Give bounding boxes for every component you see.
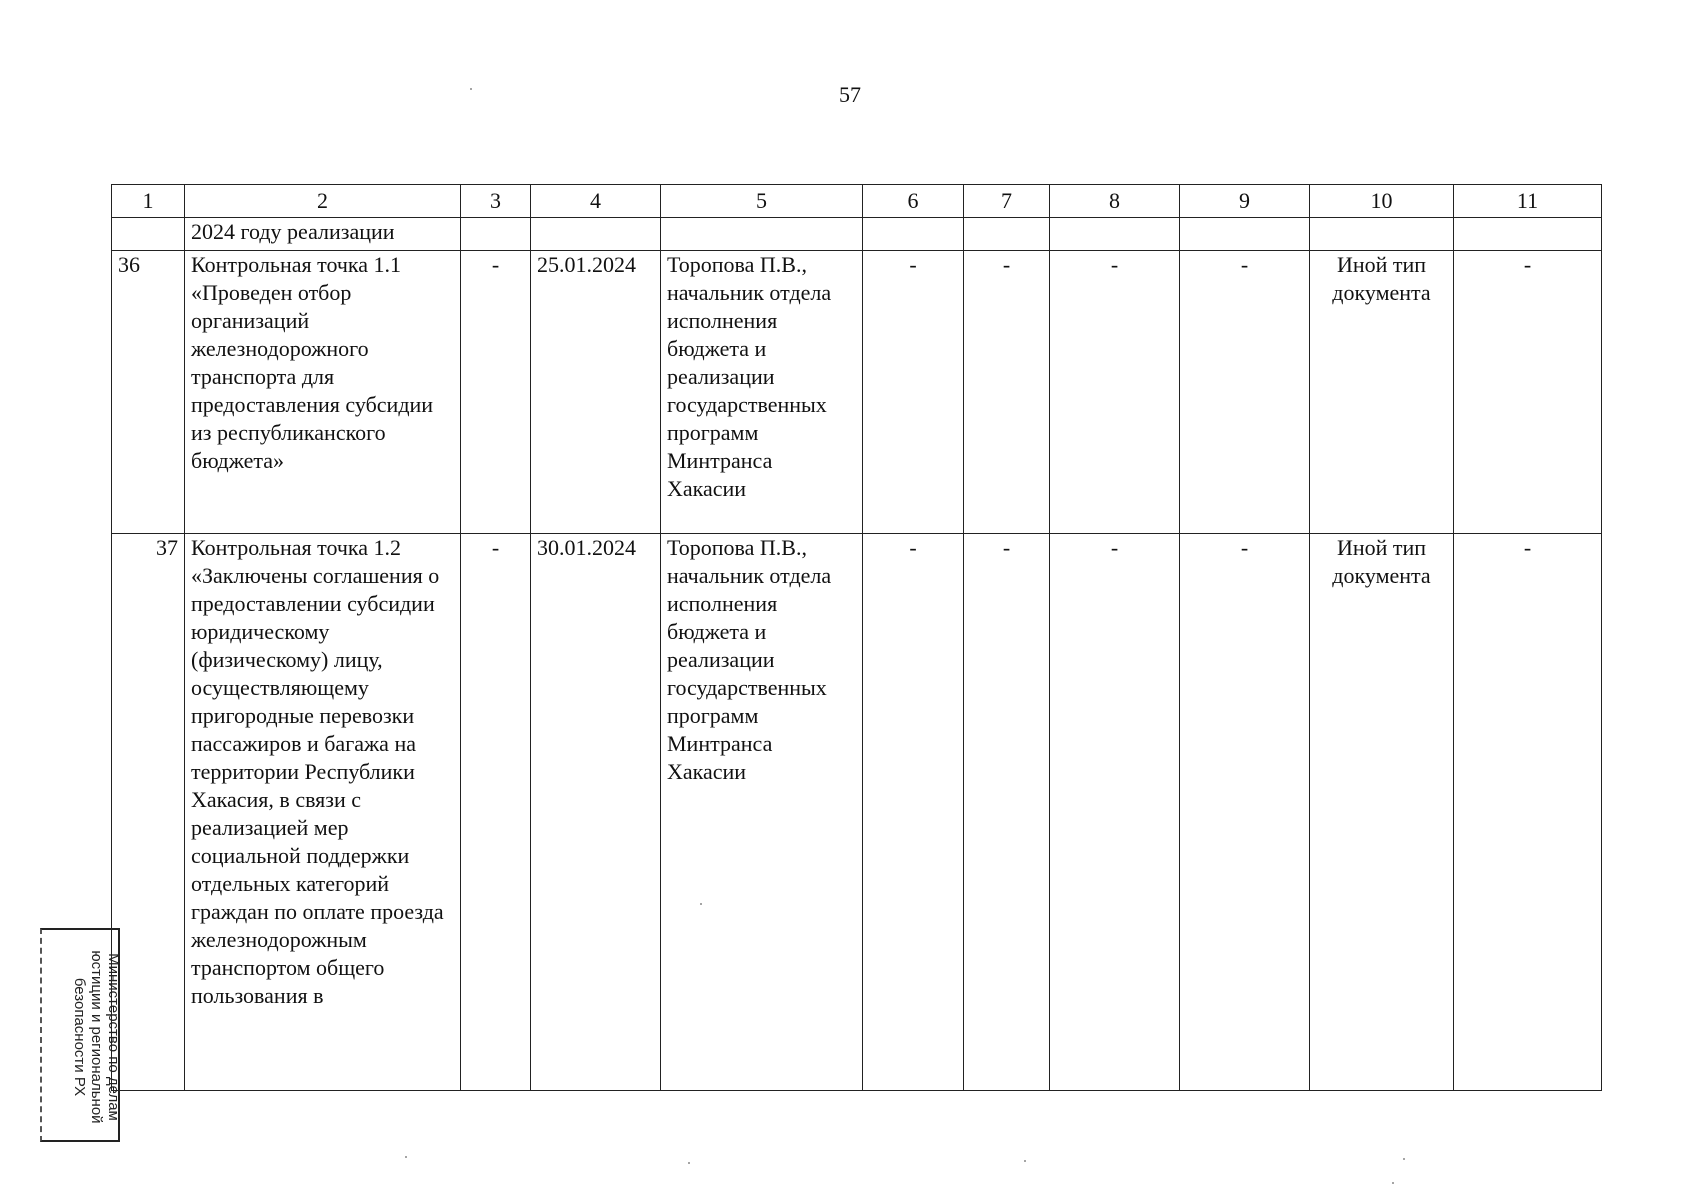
- scan-speck: [1392, 1182, 1394, 1184]
- header-cell-7: 7: [964, 185, 1050, 218]
- scan-speck: [1024, 1160, 1026, 1162]
- cont-cell-name: 2024 году реализации: [185, 218, 461, 251]
- cont-cell-3: [461, 218, 531, 251]
- header-cell-3: 3: [461, 185, 531, 218]
- cont-cell-6: [863, 218, 964, 251]
- header-cell-6: 6: [863, 185, 964, 218]
- cont-cell-11: [1454, 218, 1602, 251]
- col3-value: -: [461, 251, 531, 534]
- header-cell-5: 5: [661, 185, 863, 218]
- cont-cell-5: [661, 218, 863, 251]
- document-type: Иной тип документа: [1310, 251, 1454, 534]
- col6-value: -: [863, 251, 964, 534]
- scan-speck: [405, 1156, 407, 1158]
- header-row: [112, 185, 1602, 218]
- stamp-text: Министерство по делам юстиции и региональной безопасности РХ: [71, 950, 122, 1124]
- control-point-name: Контрольная точка 1.2 «Заключены соглашения о предоставлении субсидии юридическому (физическому) лицу, осуществляющему пригородные перевозки пассажиров и багажа на территории Республики Хакасия, в связи с реализацией мер социальной поддержки отдельных категорий граждан по оплате проезда железнодорожным транспортом общего пользования в: [185, 534, 461, 1091]
- ministry-stamp: [40, 928, 120, 1142]
- header-cell-9: 9: [1180, 185, 1310, 218]
- header-cell-11: 11: [1454, 185, 1602, 218]
- scan-speck: [1403, 1158, 1405, 1160]
- header-cell-4: 4: [531, 185, 661, 218]
- row-number: 36: [112, 251, 185, 534]
- date-value: 30.01.2024: [531, 534, 661, 1091]
- cont-cell-1: [112, 218, 185, 251]
- cont-cell-8: [1050, 218, 1180, 251]
- col9-value: -: [1180, 534, 1310, 1091]
- responsible-person: Торопова П.В., начальник отдела исполнения бюджета и реализации государственных программ Минтранса Хакасии: [661, 251, 863, 534]
- header-cell-1: 1: [112, 185, 185, 218]
- col8-value: -: [1050, 251, 1180, 534]
- date-value: 25.01.2024: [531, 251, 661, 534]
- control-point-name: Контрольная точка 1.1 «Проведен отбор организаций железнодорожного транспорта для предоставления субсидии из республиканского бюджета»: [185, 251, 461, 534]
- row-number: 37: [112, 534, 185, 1091]
- header-cell-8: 8: [1050, 185, 1180, 218]
- col11-value: -: [1454, 251, 1602, 534]
- scan-speck: [700, 903, 702, 905]
- page-number: 57: [839, 82, 861, 107]
- table-row: [112, 251, 1602, 534]
- col6-value: -: [863, 534, 964, 1091]
- scan-speck: [688, 1162, 690, 1164]
- continuation-row: [112, 218, 1602, 251]
- cont-cell-10: [1310, 218, 1454, 251]
- responsible-person: Торопова П.В., начальник отдела исполнения бюджета и реализации государственных программ Минтранса Хакасии: [661, 534, 863, 1091]
- col7-value: -: [964, 534, 1050, 1091]
- col8-value: -: [1050, 534, 1180, 1091]
- cont-cell-9: [1180, 218, 1310, 251]
- col9-value: -: [1180, 251, 1310, 534]
- header-cell-2: 2: [185, 185, 461, 218]
- col7-value: -: [964, 251, 1050, 534]
- col3-value: -: [461, 534, 531, 1091]
- main-table: [111, 184, 1602, 1091]
- document-type: Иной тип документа: [1310, 534, 1454, 1091]
- table-row: [112, 534, 1602, 1091]
- header-cell-10: 10: [1310, 185, 1454, 218]
- cont-cell-4: [531, 218, 661, 251]
- cont-cell-7: [964, 218, 1050, 251]
- scan-speck: [470, 88, 472, 90]
- col11-value: -: [1454, 534, 1602, 1091]
